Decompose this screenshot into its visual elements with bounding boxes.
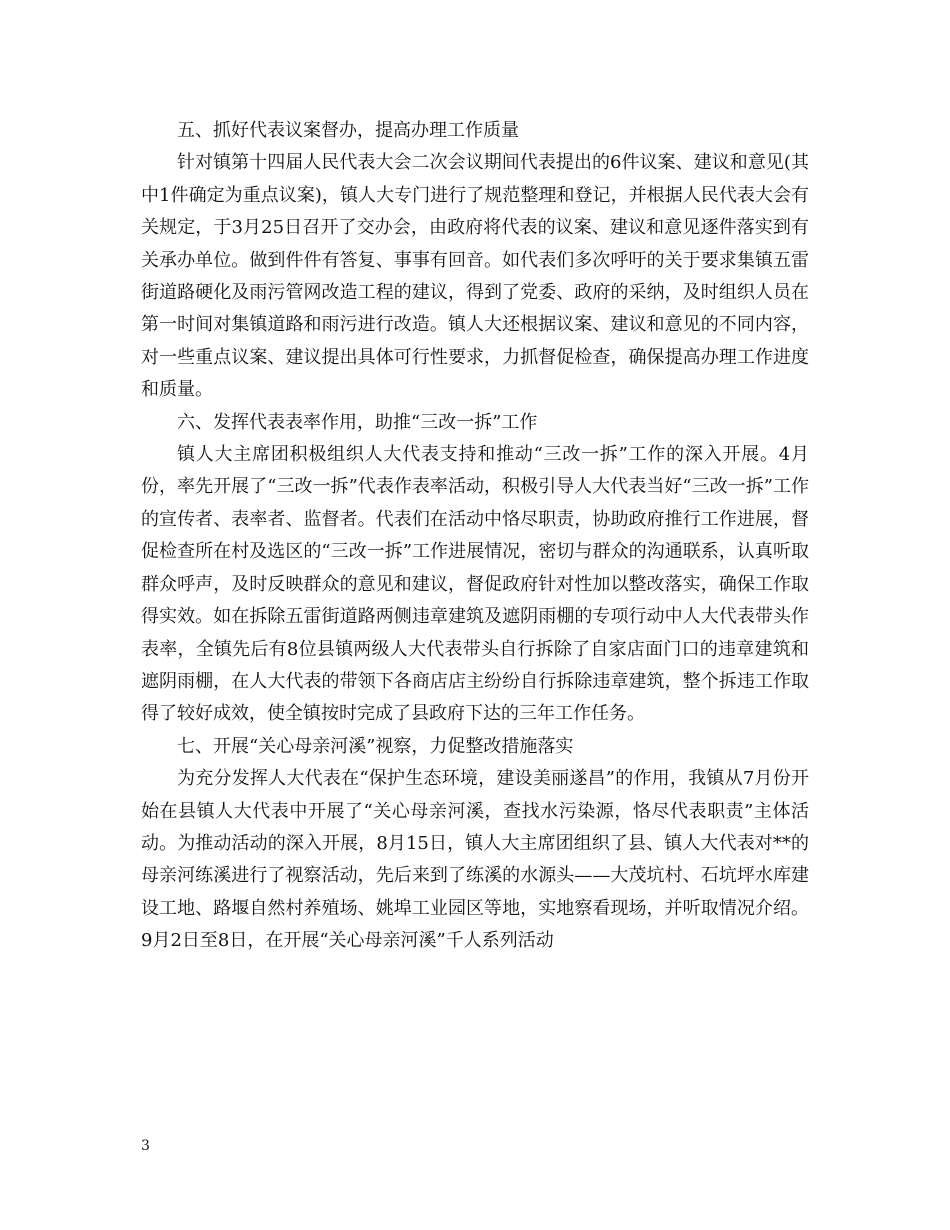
section-heading-7: 七、开展“关心母亲河溪”视察，力促整改措施落实 <box>177 735 574 757</box>
section-paragraph-7: 为充分发挥人大代表在“保护生态环境，建设美丽遂昌”的作用，我镇从7月份开始在县镇人大代表中开展了“关心母亲河溪，查找水污染源，恪尽代表职责”主体活动。为推动活动的深入开展，8月15日，镇人大主席团组织了县、镇人大代表对**的母亲河练溪进行了视察活动，先后来到了练溪的水源头——大茂坑村、石坑坪水库建设工地、路堰自然村养殖场、姚埠工业园区等地，实地察看现场，并听取情况介绍。9月2日至8日，在开展“关心母亲河溪”千人系列活动 <box>141 768 809 952</box>
section-heading-5: 五、抓好代表议案督办，提高办理工作质量 <box>177 120 519 141</box>
page-number: 3 <box>141 1138 150 1154</box>
section-paragraph-6: 镇人大主席团积极组织人大代表支持和推动“三改一拆”工作的深入开展。4月份，率先开展了“三改一拆”代表作表率活动，积极引导人大代表当好“三改一拆”工作的宣传者、表率者、监督者。代表们在活动中恪尽职责，协助政府推行工作进展，督促检查所在村及选区的“三改一拆”工作进展情况，密切与群众的沟通联系，认真听取群众呼声，及时反映群众的意见和建议，督促政府针对性加以整改落实，确保工作取得实效。如在拆除五雷街道路两侧违章建筑及遮阴雨棚的专项行动中人大代表带头作表率，全镇先后有8位县镇两级人大代表带头自行拆除了自家店面门口的违章建筑和遮阴雨棚，在人大代表的带领下各商店店主纷纷自行拆除违章建筑，整个拆违工作取得了较好成效，使全镇按时完成了县政府下达的三年工作任务。 <box>141 444 809 725</box>
document-body <box>141 115 809 958</box>
section-paragraph-5: 针对镇第十四届人民代表大会二次会议期间代表提出的6件议案、建议和意见(其中1件确定为重点议案)，镇人大专门进行了规范整理和登记，并根据人民代表大会有关规定，于3月25日召开了交办会，由政府将代表的议案、建议和意见逐件落实到有关承办单位。做到件件有答复、事事有回音。如代表们多次呼吁的关于要求集镇五雷街道路硬化及雨污管网改造工程的建议，得到了党委、政府的采纳，及时组织人员在第一时间对集镇道路和雨污进行改造。镇人大还根据议案、建议和意见的不同内容，对一些重点议案、建议提出具体可行性要求，力抓督促检查，确保提高办理工作进度和质量。 <box>141 152 809 401</box>
section-heading-6: 六、发挥代表表率作用，助推“三改一拆”工作 <box>177 411 538 433</box>
